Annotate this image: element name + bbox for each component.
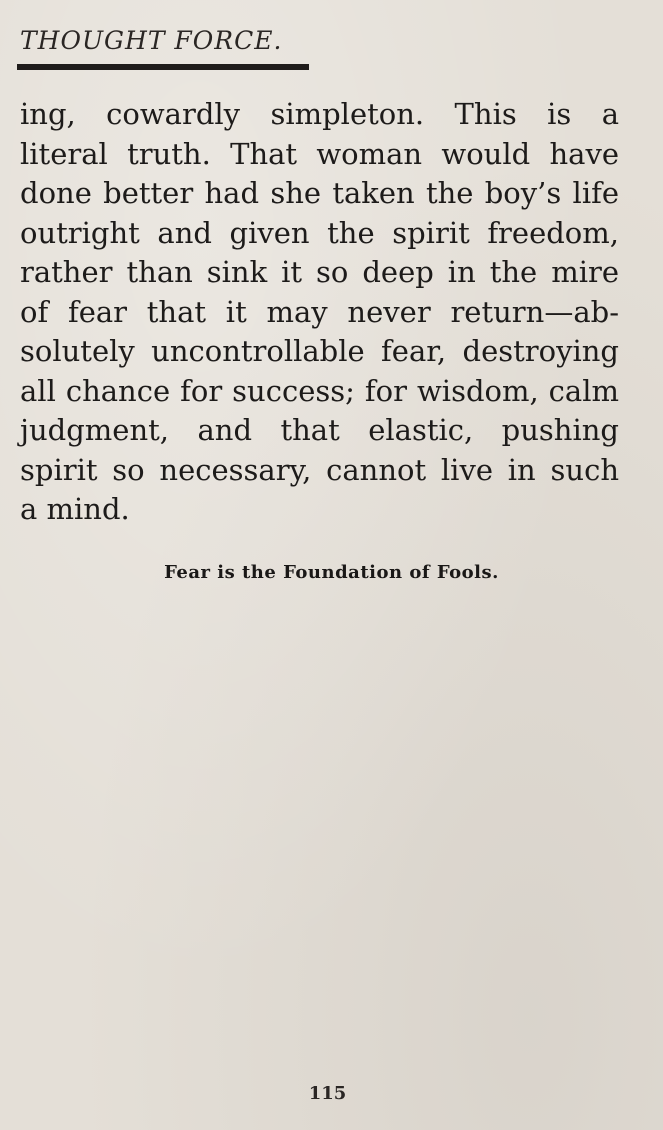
text-line: solutely uncontrollable fear, destroying bbox=[20, 334, 619, 368]
text-line: literal truth. That woman would have bbox=[20, 136, 619, 171]
text-line: rather than sink it so deep in the mire bbox=[20, 255, 619, 289]
text-line: of fear that it may never return—ab- bbox=[20, 294, 619, 329]
motto-line: Fear is the Foundation of Fools. bbox=[164, 562, 499, 583]
text-line: a mind. bbox=[20, 492, 130, 526]
body-paragraph bbox=[20, 95, 619, 530]
running-head: THOUGHT FORCE. bbox=[20, 26, 283, 55]
text-line: outright and given the spirit freedom, bbox=[20, 215, 619, 250]
text-line: ing, cowardly simpleton. This is a bbox=[20, 97, 619, 131]
text-line: judgment, and that elastic, pushing bbox=[20, 413, 619, 447]
text-line: all chance for success; for wisdom, calm bbox=[20, 373, 619, 408]
text-line: done better had she taken the boy’s life bbox=[20, 176, 619, 210]
text-line: spirit so necessary, cannot live in such bbox=[20, 452, 619, 487]
page-number: 115 bbox=[308, 1083, 347, 1104]
header-rule bbox=[17, 64, 309, 70]
